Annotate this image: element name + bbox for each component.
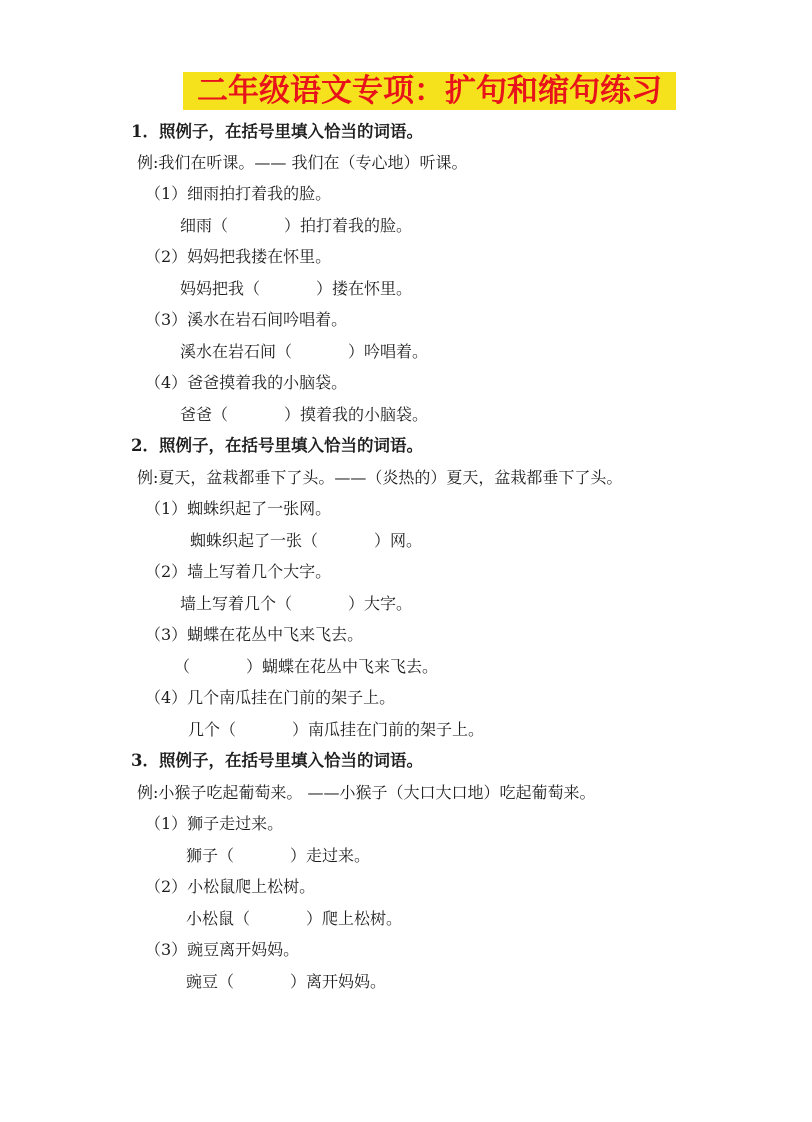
section-3-heading: 3．照例子，在括号里填入恰当的词语。 bbox=[131, 751, 423, 770]
fill-text-after: ）离开妈妈。 bbox=[290, 972, 387, 991]
fill-text-after: ）大字。 bbox=[348, 594, 413, 613]
s2-item-4-sentence: （4）几个南瓜挂在门前的架子上。 bbox=[145, 688, 396, 707]
s1-item-4-sentence: （4）爸爸摸着我的小脑袋。 bbox=[145, 373, 348, 392]
fill-text-before: （ bbox=[174, 657, 191, 676]
fill-text-after: ）爬上松树。 bbox=[306, 909, 403, 928]
s1-item-2-fill bbox=[180, 278, 412, 300]
fill-text-before: 豌豆（ bbox=[186, 972, 235, 991]
fill-text-after: ）摸着我的小脑袋。 bbox=[284, 405, 429, 424]
section-1-example: 例:我们在听课。—— 我们在（专心地）听课。 bbox=[137, 153, 468, 172]
s2-item-1-sentence: （1）蜘蛛织起了一张网。 bbox=[145, 499, 332, 518]
s1-item-1-sentence: （1）细雨拍打着我的脸。 bbox=[145, 184, 332, 203]
fill-text-before: 细雨（ bbox=[180, 216, 229, 235]
fill-text-after: ）搂在怀里。 bbox=[316, 279, 413, 298]
s2-item-2-fill bbox=[180, 593, 412, 615]
fill-text-before: 蜘蛛织起了一张（ bbox=[190, 531, 319, 550]
s1-item-4-fill bbox=[180, 404, 428, 426]
section-1-heading: 1．照例子，在括号里填入恰当的词语。 bbox=[131, 122, 423, 141]
s1-item-3-fill bbox=[180, 341, 428, 363]
s1-item-1-fill bbox=[180, 215, 412, 237]
fill-text-after: ）走过来。 bbox=[290, 846, 371, 865]
s3-item-3-fill bbox=[186, 971, 386, 993]
fill-text-before: 爸爸（ bbox=[180, 405, 229, 424]
title-banner bbox=[183, 72, 676, 110]
s2-item-3-fill bbox=[174, 656, 438, 678]
s3-item-3-sentence: （3）豌豆离开妈妈。 bbox=[145, 940, 300, 959]
fill-text-after: ）吟唱着。 bbox=[348, 342, 429, 361]
s2-item-1-fill bbox=[190, 530, 422, 552]
s2-item-4-fill bbox=[188, 719, 484, 741]
s2-item-2-sentence: （2）墙上写着几个大字。 bbox=[145, 562, 332, 581]
s1-item-2-sentence: （2）妈妈把我搂在怀里。 bbox=[145, 247, 332, 266]
fill-text-before: 墙上写着几个（ bbox=[180, 594, 293, 613]
fill-text-after: ）南瓜挂在门前的架子上。 bbox=[292, 720, 485, 739]
fill-text-after: ）拍打着我的脸。 bbox=[284, 216, 413, 235]
s3-item-1-sentence: （1）狮子走过来。 bbox=[145, 814, 284, 833]
section-3-example: 例:小猴子吃起葡萄来。 ——小猴子（大口大口地）吃起葡萄来。 bbox=[137, 783, 596, 802]
fill-text-before: 几个（ bbox=[188, 720, 237, 739]
s3-item-2-sentence: （2）小松鼠爬上松树。 bbox=[145, 877, 316, 896]
section-2-heading: 2．照例子，在括号里填入恰当的词语。 bbox=[131, 436, 423, 455]
fill-text-after: ）蝴蝶在花丛中飞来飞去。 bbox=[246, 657, 439, 676]
fill-text-before: 小松鼠（ bbox=[186, 909, 251, 928]
s3-item-1-fill bbox=[186, 845, 370, 867]
fill-text-before: 溪水在岩石间（ bbox=[180, 342, 293, 361]
fill-text-before: 狮子（ bbox=[186, 846, 235, 865]
s1-item-3-sentence: （3）溪水在岩石间吟唱着。 bbox=[145, 310, 348, 329]
page-title: 二年级语文专项：扩句和缩句练习 bbox=[197, 73, 662, 109]
fill-text-after: ）网。 bbox=[374, 531, 423, 550]
fill-text-before: 妈妈把我（ bbox=[180, 279, 261, 298]
section-2-example: 例:夏天，盆栽都垂下了头。——（炎热的）夏天，盆栽都垂下了头。 bbox=[137, 468, 623, 487]
s3-item-2-fill bbox=[186, 908, 402, 930]
s2-item-3-sentence: （3）蝴蝶在花丛中飞来飞去。 bbox=[145, 625, 364, 644]
